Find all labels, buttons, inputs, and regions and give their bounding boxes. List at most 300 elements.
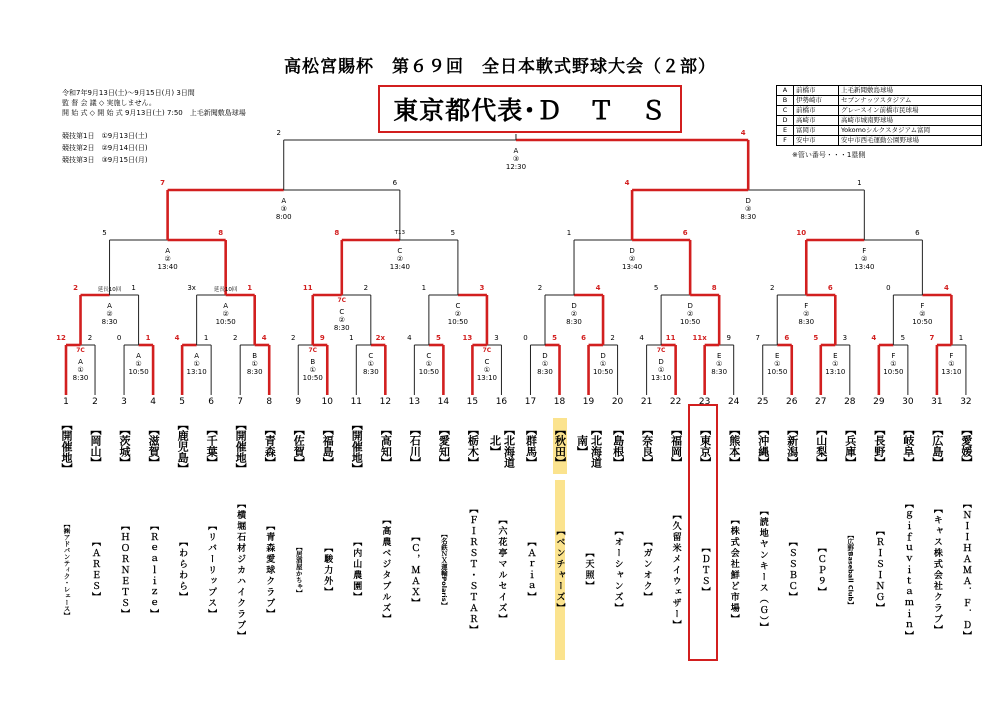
team-name: 【リバーリップス】 (206, 520, 217, 620)
team-entry (312, 418, 342, 660)
score: 11 (302, 284, 313, 292)
game-info (477, 358, 497, 382)
team-prefecture: 【秋田】 (553, 418, 567, 474)
team-prefecture: 【岡山】 (89, 424, 103, 468)
team-number: 4 (150, 397, 156, 407)
game-info-line: ② (454, 310, 462, 318)
score: 7 (929, 334, 935, 342)
game-info (854, 247, 874, 271)
team-prefecture: 【石川】 (408, 424, 422, 468)
team-number: 9 (295, 397, 302, 407)
venue-city: 前橋市 (794, 106, 839, 116)
score: 0 (523, 334, 528, 342)
team-prefecture: 【長野】 (872, 424, 886, 468)
game-info-line: ① (193, 360, 200, 368)
game-info-line: 13:10 (476, 374, 498, 382)
game-info (363, 352, 379, 376)
team-name: 【天照】 (583, 548, 594, 592)
score: 4 (624, 179, 630, 187)
game-info-line: ① (832, 360, 839, 368)
team-number: 30 (902, 397, 914, 407)
venue-name: グレースイン前橋市民球場 (839, 106, 982, 116)
venue-name: Yokomoシルクスタジアム富岡 (839, 126, 982, 136)
game-info-line: 13:10 (651, 374, 672, 382)
team-name: 【内山農園】 (351, 537, 362, 603)
team-number: 1 (63, 397, 69, 407)
team-name: 【ＳＳＢＣ】 (786, 537, 797, 603)
team-prefecture: 【茨城】 (118, 424, 132, 468)
score: 4 (595, 284, 601, 292)
score: 1 (349, 334, 354, 342)
venue-city: 高崎市 (794, 116, 839, 126)
game-info-line: A (107, 302, 112, 310)
team-number: 24 (727, 397, 740, 407)
game-info-line: ② (919, 310, 926, 318)
game-info-line: 13:10 (941, 368, 962, 376)
game-info-line: ① (716, 360, 723, 368)
team-name: 【ｇｉｆｕｖｉｔａｍｉｎ】 (902, 498, 913, 642)
team-entry (486, 418, 516, 660)
score: 4 (943, 284, 949, 292)
score: 2x (375, 334, 386, 342)
game-info (247, 352, 263, 376)
game-info-line: F (891, 352, 896, 360)
game-info-line: ② (164, 255, 171, 263)
team-prefecture: 【北海道北】 (488, 424, 516, 468)
game-info-line: ① (77, 366, 84, 374)
team-number: 31 (931, 397, 943, 407)
game-info (334, 308, 350, 332)
score: 12 (56, 334, 66, 342)
team-entry (225, 418, 255, 660)
team-number: 15 (466, 397, 479, 407)
team-entry (138, 418, 168, 660)
game-info-line: 10:50 (128, 368, 149, 376)
game-info (187, 352, 207, 376)
team-prefecture: 【広島】 (930, 424, 944, 468)
game-info-line: ② (106, 310, 113, 318)
team-entry (254, 418, 284, 660)
team-number: 26 (786, 397, 798, 407)
game-info (767, 352, 787, 376)
team-prefecture: 【愛媛】 (959, 424, 973, 468)
team-entry (341, 418, 371, 660)
score: 6 (915, 229, 920, 237)
team-number: 12 (379, 397, 392, 407)
game-info-line: D (542, 352, 548, 360)
team-number: 13 (408, 397, 421, 407)
team-entry (515, 418, 545, 660)
game-note: 延長10回 (213, 287, 238, 293)
game-info-line: D (629, 247, 635, 255)
venue-city: 安中市 (794, 136, 839, 146)
game-info-line: ③ (280, 205, 287, 213)
game-info-line: A (165, 247, 170, 255)
score: 1 (247, 284, 253, 292)
score: 2 (770, 284, 775, 292)
game-info-line: A (513, 147, 519, 155)
score: 2 (232, 334, 238, 342)
score: 3x (187, 284, 196, 292)
score: 4 (740, 129, 746, 137)
game-info-line: C (397, 247, 403, 255)
score: 3 (842, 334, 848, 342)
team-entry (545, 418, 575, 660)
game-info-line: F (862, 247, 867, 255)
team-entry (603, 418, 633, 660)
team-banner: 東京都代表･Ｄ Ｔ Ｓ (378, 85, 682, 133)
team-prefecture: 【兵庫】 (843, 424, 857, 468)
game-info-line: 13:40 (157, 263, 178, 271)
day-line: 競技第3日 ③9月15日(月) (62, 156, 148, 164)
game-info-line: 8:30 (798, 318, 815, 326)
game-info-line: F (920, 302, 925, 310)
venue-city: 前橋市 (794, 86, 839, 96)
game-info (419, 352, 439, 376)
game-info-line: C (455, 302, 461, 310)
venue-code: B (777, 96, 794, 106)
game-info-line: F (949, 352, 954, 360)
score: 6 (784, 334, 790, 342)
game-info (303, 358, 323, 382)
score: 9 (726, 334, 731, 342)
game-info (680, 302, 700, 326)
game-info (537, 352, 553, 376)
game-info-line: 13:40 (621, 263, 643, 271)
team-name: 【ＨＯＲＮＥＴＳ】 (119, 520, 130, 620)
game-info-line: C (368, 352, 374, 360)
game-info-line: E (775, 352, 780, 360)
score: 2 (87, 334, 93, 342)
game-info-line: 13:10 (186, 368, 207, 376)
team-number: 5 (179, 397, 185, 407)
game-info (798, 302, 814, 326)
team-prefecture: 【沖縄】 (756, 424, 770, 468)
team-entry (574, 418, 604, 660)
called-game-tag: 7C (308, 347, 318, 354)
game-info (566, 302, 582, 326)
called-game-tag: 7C (656, 347, 666, 354)
team-number: 10 (321, 397, 333, 407)
game-info-line: D (600, 352, 606, 360)
game-info (593, 352, 613, 376)
team-prefecture: 【青森】 (263, 424, 277, 468)
team-number: 22 (669, 397, 682, 407)
score: 1 (421, 284, 427, 292)
team-number: 2 (92, 397, 98, 407)
game-info-line: ② (396, 255, 403, 263)
score: 0 (886, 284, 891, 292)
team-prefecture: 【開催地】 (350, 418, 364, 474)
game-info-line: A (136, 352, 141, 360)
team-name: 【ガンオク】 (641, 537, 652, 603)
team-number: 19 (582, 397, 595, 407)
team-prefecture: 【佐賀】 (292, 424, 306, 468)
game-info-line: D (687, 302, 693, 310)
team-entry (719, 418, 749, 660)
score: 8 (711, 284, 717, 292)
team-entry (748, 418, 778, 660)
score: 11x (692, 334, 707, 342)
venue-name: 上毛新聞敷島球場 (839, 86, 982, 96)
score: 2 (537, 284, 543, 292)
venue-code: F (777, 136, 794, 146)
score: 1 (203, 334, 209, 342)
team-entry (196, 418, 226, 660)
game-info-line: ① (425, 360, 433, 368)
score: 4 (174, 334, 180, 342)
game-info (506, 147, 526, 171)
team-name: 【ＣＰ９】 (815, 542, 826, 598)
score: 1 (131, 284, 136, 292)
game-info-line: ① (774, 360, 781, 368)
game-info-line: ③ (512, 155, 520, 163)
team-number: 11 (350, 397, 363, 407)
venue-code: A (777, 86, 794, 96)
game-info-line: 8:30 (101, 318, 118, 326)
team-name: 【ベンチャーズ】 (555, 480, 565, 660)
team-name: 【ＡＲＥＳ】 (90, 537, 101, 603)
score: 1 (145, 334, 151, 342)
team-entry (399, 418, 429, 660)
team-entry (632, 418, 662, 660)
team-name: 【わらわら】 (177, 537, 188, 603)
team-name: 【オーシャンズ】 (612, 526, 623, 614)
game-info-line: 10:50 (883, 368, 904, 376)
team-prefecture: 【北海道南】 (575, 424, 603, 468)
team-entry (806, 418, 836, 660)
team-prefecture: 【島根】 (611, 424, 625, 468)
game-info-line: A (194, 352, 200, 360)
game-info (740, 197, 756, 221)
team-entry (951, 418, 981, 660)
score: 9 (319, 334, 325, 342)
game-info (711, 352, 727, 376)
team-name: 【株式会社鮮ど市場】 (728, 515, 739, 625)
team-entry (893, 418, 923, 660)
team-prefecture: 【群馬】 (524, 424, 538, 468)
game-info (622, 247, 642, 271)
score: 4 (261, 334, 267, 342)
score: 1 (566, 229, 572, 237)
score: 5 (102, 229, 107, 237)
venue-name: 高崎市城南野球場 (839, 116, 982, 126)
team-number: 25 (756, 397, 769, 407)
game-info-line: ① (483, 366, 491, 374)
team-number: 20 (611, 397, 624, 407)
score: 7 (160, 179, 166, 187)
game-info (158, 247, 178, 271)
score: 5 (552, 334, 557, 342)
game-info-line: ① (309, 366, 316, 374)
score: 5 (653, 284, 659, 292)
called-game-tag: 7C (337, 297, 347, 304)
game-info (128, 352, 148, 376)
team-prefecture: 【高知】 (379, 424, 393, 468)
game-note: 延長10回 (97, 287, 122, 293)
team-prefecture: 【開催地】 (234, 418, 248, 474)
game-info-line: ② (338, 316, 345, 324)
team-name: 【横堀石材ジカハイクラブ】 (235, 498, 246, 642)
team-number: 3 (121, 397, 127, 407)
game-info-line: 8:30 (740, 213, 757, 221)
highlight-box (688, 404, 718, 661)
team-prefecture: 【愛知】 (437, 424, 451, 468)
game-info-line: ③ (745, 205, 752, 213)
team-number: 8 (266, 397, 273, 407)
game-info (73, 358, 89, 382)
team-prefecture: 【奈良】 (640, 424, 654, 468)
team-name: 【六花亭マルセイズ】 (496, 515, 507, 625)
team-prefecture: 【栃木】 (466, 424, 480, 468)
game-info-line: C (484, 358, 490, 366)
score: 2 (276, 129, 281, 137)
day-line: 競技第1日 ①9月13日(土) (62, 132, 148, 140)
game-info-line: 13:10 (825, 368, 846, 376)
score: 1 (958, 334, 964, 342)
game-info-line: 13:40 (389, 263, 410, 271)
info-line: 監 督 会 議 ◇ 実施しません。 (62, 99, 156, 107)
team-name: 【広野Baseball Club】 (846, 532, 855, 608)
score: 2 (363, 284, 369, 292)
team-prefecture: 【福島】 (321, 424, 335, 468)
called-game-tag: 7C (482, 347, 492, 354)
team-number: 27 (815, 397, 827, 407)
team-prefecture: 【東京】 (698, 424, 712, 468)
score: 6 (392, 179, 398, 187)
game-info-line: ② (803, 310, 810, 318)
venue-code: C (777, 106, 794, 116)
game-info (883, 352, 903, 376)
game-info-line: 12:30 (505, 163, 527, 171)
game-info-line: 10:50 (418, 368, 439, 376)
team-number: 17 (524, 397, 537, 407)
score: 5 (435, 334, 441, 342)
game-info-line: ② (861, 255, 868, 263)
team-name: 【ＤＴＳ】 (699, 542, 710, 598)
team-name: 【キャス株式会社クラブ】 (931, 504, 942, 636)
game-info-line: 8:00 (275, 213, 292, 221)
team-entry (457, 418, 487, 660)
venue-name: 安中市西毛運動公園野球場 (839, 136, 982, 146)
game-info-line: D (571, 302, 577, 310)
team-number: 29 (873, 397, 885, 407)
game-info-line: ② (628, 255, 636, 263)
score: 10 (796, 229, 807, 237)
game-info-line: A (223, 302, 229, 310)
day-line: 競技第2日 ②9月14日(日) (62, 144, 148, 152)
game-info (941, 352, 961, 376)
game-info (651, 358, 671, 382)
score: 6 (827, 284, 833, 292)
team-name: 【高農ベジタブルズ】 (380, 515, 391, 625)
team-prefecture: 【開催地】 (60, 418, 73, 474)
team-prefecture: 【新潟】 (785, 424, 799, 468)
score: 8 (218, 229, 224, 237)
game-info-line: 10:50 (215, 318, 236, 326)
venue-city: 伊勢崎市 (794, 96, 839, 106)
score: 3 (494, 334, 499, 342)
team-number: 7 (237, 397, 244, 407)
team-number: 18 (553, 397, 566, 407)
team-entry (80, 418, 110, 660)
game-info-line: A (281, 197, 287, 205)
team-name: 【Ｃ，ＭＡＸ】 (409, 531, 420, 609)
team-name: 【ＮＩＩＨＡＭＡ．Ｆ．Ｄ】 (960, 498, 971, 642)
game-info-line: E (716, 352, 722, 360)
game-info-line: 8:30 (537, 368, 553, 376)
venue-code: D (777, 116, 794, 126)
team-entry (283, 418, 313, 660)
game-info-line: B (310, 358, 316, 366)
team-number: 23 (698, 397, 711, 407)
team-name: 【久留米メイウェザー】 (670, 509, 681, 631)
team-entry (864, 418, 894, 660)
team-name: 【名鉄ＮＸ運輸Polaris】 (439, 531, 448, 609)
team-entry (922, 418, 952, 660)
score: 4 (639, 334, 644, 342)
team-entry (370, 418, 400, 660)
game-info-line: C (426, 352, 432, 360)
game-info-line: ① (599, 360, 607, 368)
team-number: 21 (640, 397, 653, 407)
team-number: 14 (437, 397, 450, 407)
score: 5 (450, 229, 456, 237)
team-entry (428, 418, 458, 660)
game-info-line: E (833, 352, 838, 360)
game-info-line: ② (687, 310, 694, 318)
team-prefecture: 【鹿児島】 (176, 418, 190, 474)
team-entry (777, 418, 807, 660)
team-prefecture: 【千葉】 (205, 424, 219, 468)
score: 6 (682, 229, 688, 237)
game-info-line: ① (657, 366, 665, 374)
game-info-line: ① (541, 360, 549, 368)
team-prefecture: 【岐阜】 (901, 424, 915, 468)
game-info-line: 8:30 (333, 324, 350, 332)
team-name: 【ＲＩＳＩＮＧ】 (873, 526, 884, 614)
game-info-line: 10:50 (767, 368, 788, 376)
score: 1 (857, 179, 862, 187)
score: 3 (479, 284, 485, 292)
score: 4 (871, 334, 877, 342)
team-entry (167, 418, 197, 660)
team-name: 【居酒屋かちゃ】 (294, 544, 303, 596)
game-info-line: D (745, 197, 751, 205)
score: 4 (407, 334, 412, 342)
venue-code: E (777, 126, 794, 136)
game-info (825, 352, 845, 376)
game-info-line: 13:40 (854, 263, 875, 271)
score: 8 (334, 229, 340, 237)
game-info-line: B (252, 352, 258, 360)
info-line: 令和7年9月13日(土)～9月15日(月) 3日間 (62, 89, 195, 97)
team-entry (109, 418, 139, 660)
score: 2 (291, 334, 296, 342)
game-info (102, 302, 118, 326)
team-name: 【Ａｒｉａ】 (525, 537, 536, 603)
game-info-line: ② (570, 310, 578, 318)
team-name: 【ＦＩＲＳＴ・ＳＴＡＲ】 (467, 504, 478, 636)
venue-note: ※管い番号・・・1塁側 (792, 151, 866, 159)
team-number: 6 (208, 397, 215, 407)
team-prefecture: 【福岡】 (669, 424, 683, 468)
game-info-line: 8:30 (711, 368, 728, 376)
called-game-tag: 7C (76, 347, 85, 354)
team-name: 【駿力外】 (322, 542, 333, 598)
team-entry (835, 418, 865, 660)
game-info-line: D (658, 358, 664, 366)
